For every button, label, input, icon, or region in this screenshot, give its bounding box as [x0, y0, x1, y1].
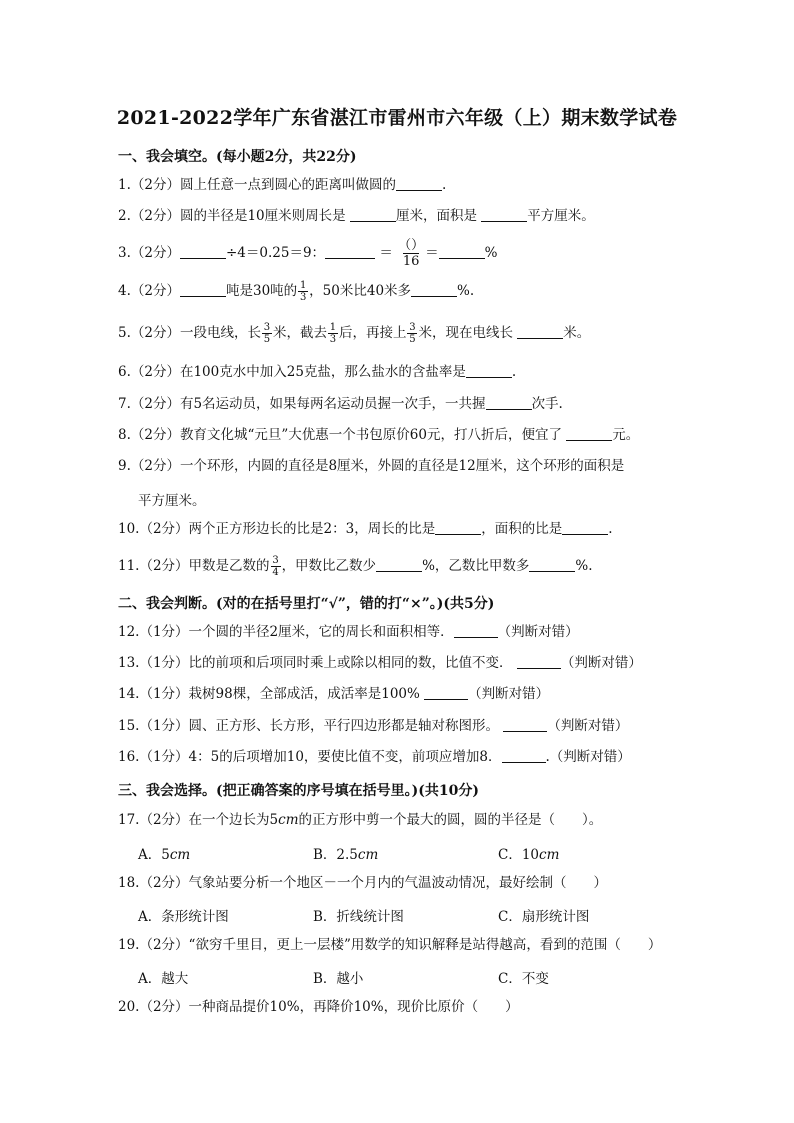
- question-5: 5.（2分）一段电线，长 $\frac{3}{5}$ 米，截去 $\frac{1}{3}$ 后，再接上 $\frac{3}{5}$ 米，现在电线长 米。: [118, 322, 591, 345]
- question-13: 13.（1分）比的前项和后项同时乘上或除以相同的数，比值不变． （判断对错）: [118, 655, 642, 671]
- question-14: 14.（1分）栽树98棵，全部成活，成活率是100% （判断对错）: [118, 686, 550, 702]
- question-9: 9.（2分）一个环形，内圆的直径是8厘米，外圆的直径是12厘米，这个环形的面积是: [118, 458, 625, 474]
- question-17: 17.（2分）在一个边长为5cm的正方形中剪一个最大的圆，圆的半径是（ ）。: [118, 812, 603, 828]
- answer-blank[interactable]: [517, 326, 563, 339]
- answer-blank[interactable]: [503, 719, 547, 732]
- fraction: $\frac{()}{16}$: [398, 238, 425, 269]
- answer-blank[interactable]: [424, 687, 468, 700]
- answer-blank[interactable]: [439, 246, 485, 259]
- answer-blank[interactable]: [517, 656, 561, 669]
- section-3-heading: 三、我会选择。(把正确答案的序号填在括号里。)(共10分): [118, 783, 479, 799]
- option-a[interactable]: A．5cm: [138, 847, 191, 863]
- answer-blank[interactable]: [325, 246, 375, 259]
- option-a[interactable]: A．条形统计图: [138, 909, 229, 925]
- question-15: 15.（1分）圆、正方形、长方形，平行四边形都是轴对称图形。 （判断对错）: [118, 718, 629, 734]
- question-7: 7.（2分）有5名运动员，如果每两名运动员握一次手，一共握 次手.: [118, 396, 563, 412]
- answer-blank[interactable]: [502, 750, 546, 763]
- answer-blank[interactable]: [180, 246, 226, 259]
- answer-blank[interactable]: [566, 428, 612, 441]
- answer-blank[interactable]: [529, 559, 575, 572]
- question-20: 20.（2分）一种商品提价10%，再降价10%，现价比原价（ ）: [118, 999, 519, 1015]
- fraction: $\frac{3}{5}$: [263, 322, 271, 345]
- question-10: 10.（2分）两个正方形边长的比是2：3，周长的比是 ，面积的比是 .: [118, 521, 613, 537]
- answer-blank[interactable]: [481, 209, 527, 222]
- fraction: $\frac{3}{5}$: [409, 322, 416, 345]
- fraction: $\frac{1}{3}$: [299, 280, 307, 303]
- question-3: 3.（2分） ÷4＝0.25＝9： ＝ $\frac{()}{16}$ ＝ %: [118, 238, 498, 269]
- answer-blank[interactable]: [180, 284, 226, 297]
- option-c[interactable]: C．扇形统计图: [498, 909, 590, 925]
- section-2-heading: 二、我会判断。(对的在括号里打“√”，错的打“×”。)(共5分): [118, 596, 495, 612]
- option-b[interactable]: B．2.5cm: [313, 847, 379, 863]
- answer-blank[interactable]: [350, 209, 396, 222]
- option-b[interactable]: B．折线统计图: [313, 909, 404, 925]
- question-9-continued: 平方厘米。: [138, 493, 206, 509]
- question-11: 11.（2分）甲数是乙数的 $\frac{3}{4}$ ，甲数比乙数少 %，乙数比甲数多 %.: [118, 555, 593, 578]
- option-a[interactable]: A．越大: [138, 971, 189, 987]
- question-1: 1.（2分）圆上任意一点到圆心的距离叫做圆的 .: [118, 177, 447, 193]
- answer-blank[interactable]: [435, 522, 481, 535]
- question-12: 12.（1分）一个圆的半径2厘米，它的周长和面积相等． （判断对错）: [118, 624, 579, 640]
- answer-blank[interactable]: [376, 559, 422, 572]
- exam-title: 2021-2022学年广东省湛江市雷州市六年级（上）期末数学试卷: [116, 107, 678, 129]
- question-6: 6.（2分）在100克水中加入25克盐，那么盐水的含盐率是 .: [118, 364, 517, 380]
- option-b[interactable]: B．越小: [313, 971, 364, 987]
- answer-blank[interactable]: [466, 365, 512, 378]
- question-2: 2.（2分）圆的半径是10厘米则周长是 厘米，面积是 平方厘米。: [118, 208, 595, 224]
- question-18: 18.（2分）气象站要分析一个地区－一个月内的气温波动情况，最好绘制（ ）: [118, 875, 608, 891]
- answer-blank[interactable]: [411, 284, 457, 297]
- question-19: 19.（2分）“欲穷千里目，更上一层楼”用数学的知识解释是站得越高，看到的范围（ ）: [118, 937, 662, 953]
- answer-blank[interactable]: [562, 522, 608, 535]
- answer-blank[interactable]: [486, 397, 532, 410]
- section-1-heading: 一、我会填空。(每小题2分，共22分): [118, 149, 357, 165]
- question-4: 4.（2分） 吨是30吨的 $\frac{1}{3}$ ，50米比40米多 %.: [118, 280, 475, 303]
- answer-blank[interactable]: [454, 625, 498, 638]
- option-c[interactable]: C．不变: [498, 971, 549, 987]
- question-16: 16.（1分）4：5的后项增加10，要使比值不变，前项应增加8． .（判断对错）: [118, 749, 631, 765]
- question-8: 8.（2分）教育文化城“元旦”大优惠一个书包原价60元，打八折后，便宜了 元。: [118, 427, 640, 443]
- answer-blank[interactable]: [396, 178, 442, 191]
- fraction: $\frac{1}{3}$: [329, 322, 337, 345]
- fraction: $\frac{3}{4}$: [272, 555, 279, 578]
- option-c[interactable]: C．10cm: [498, 847, 560, 863]
